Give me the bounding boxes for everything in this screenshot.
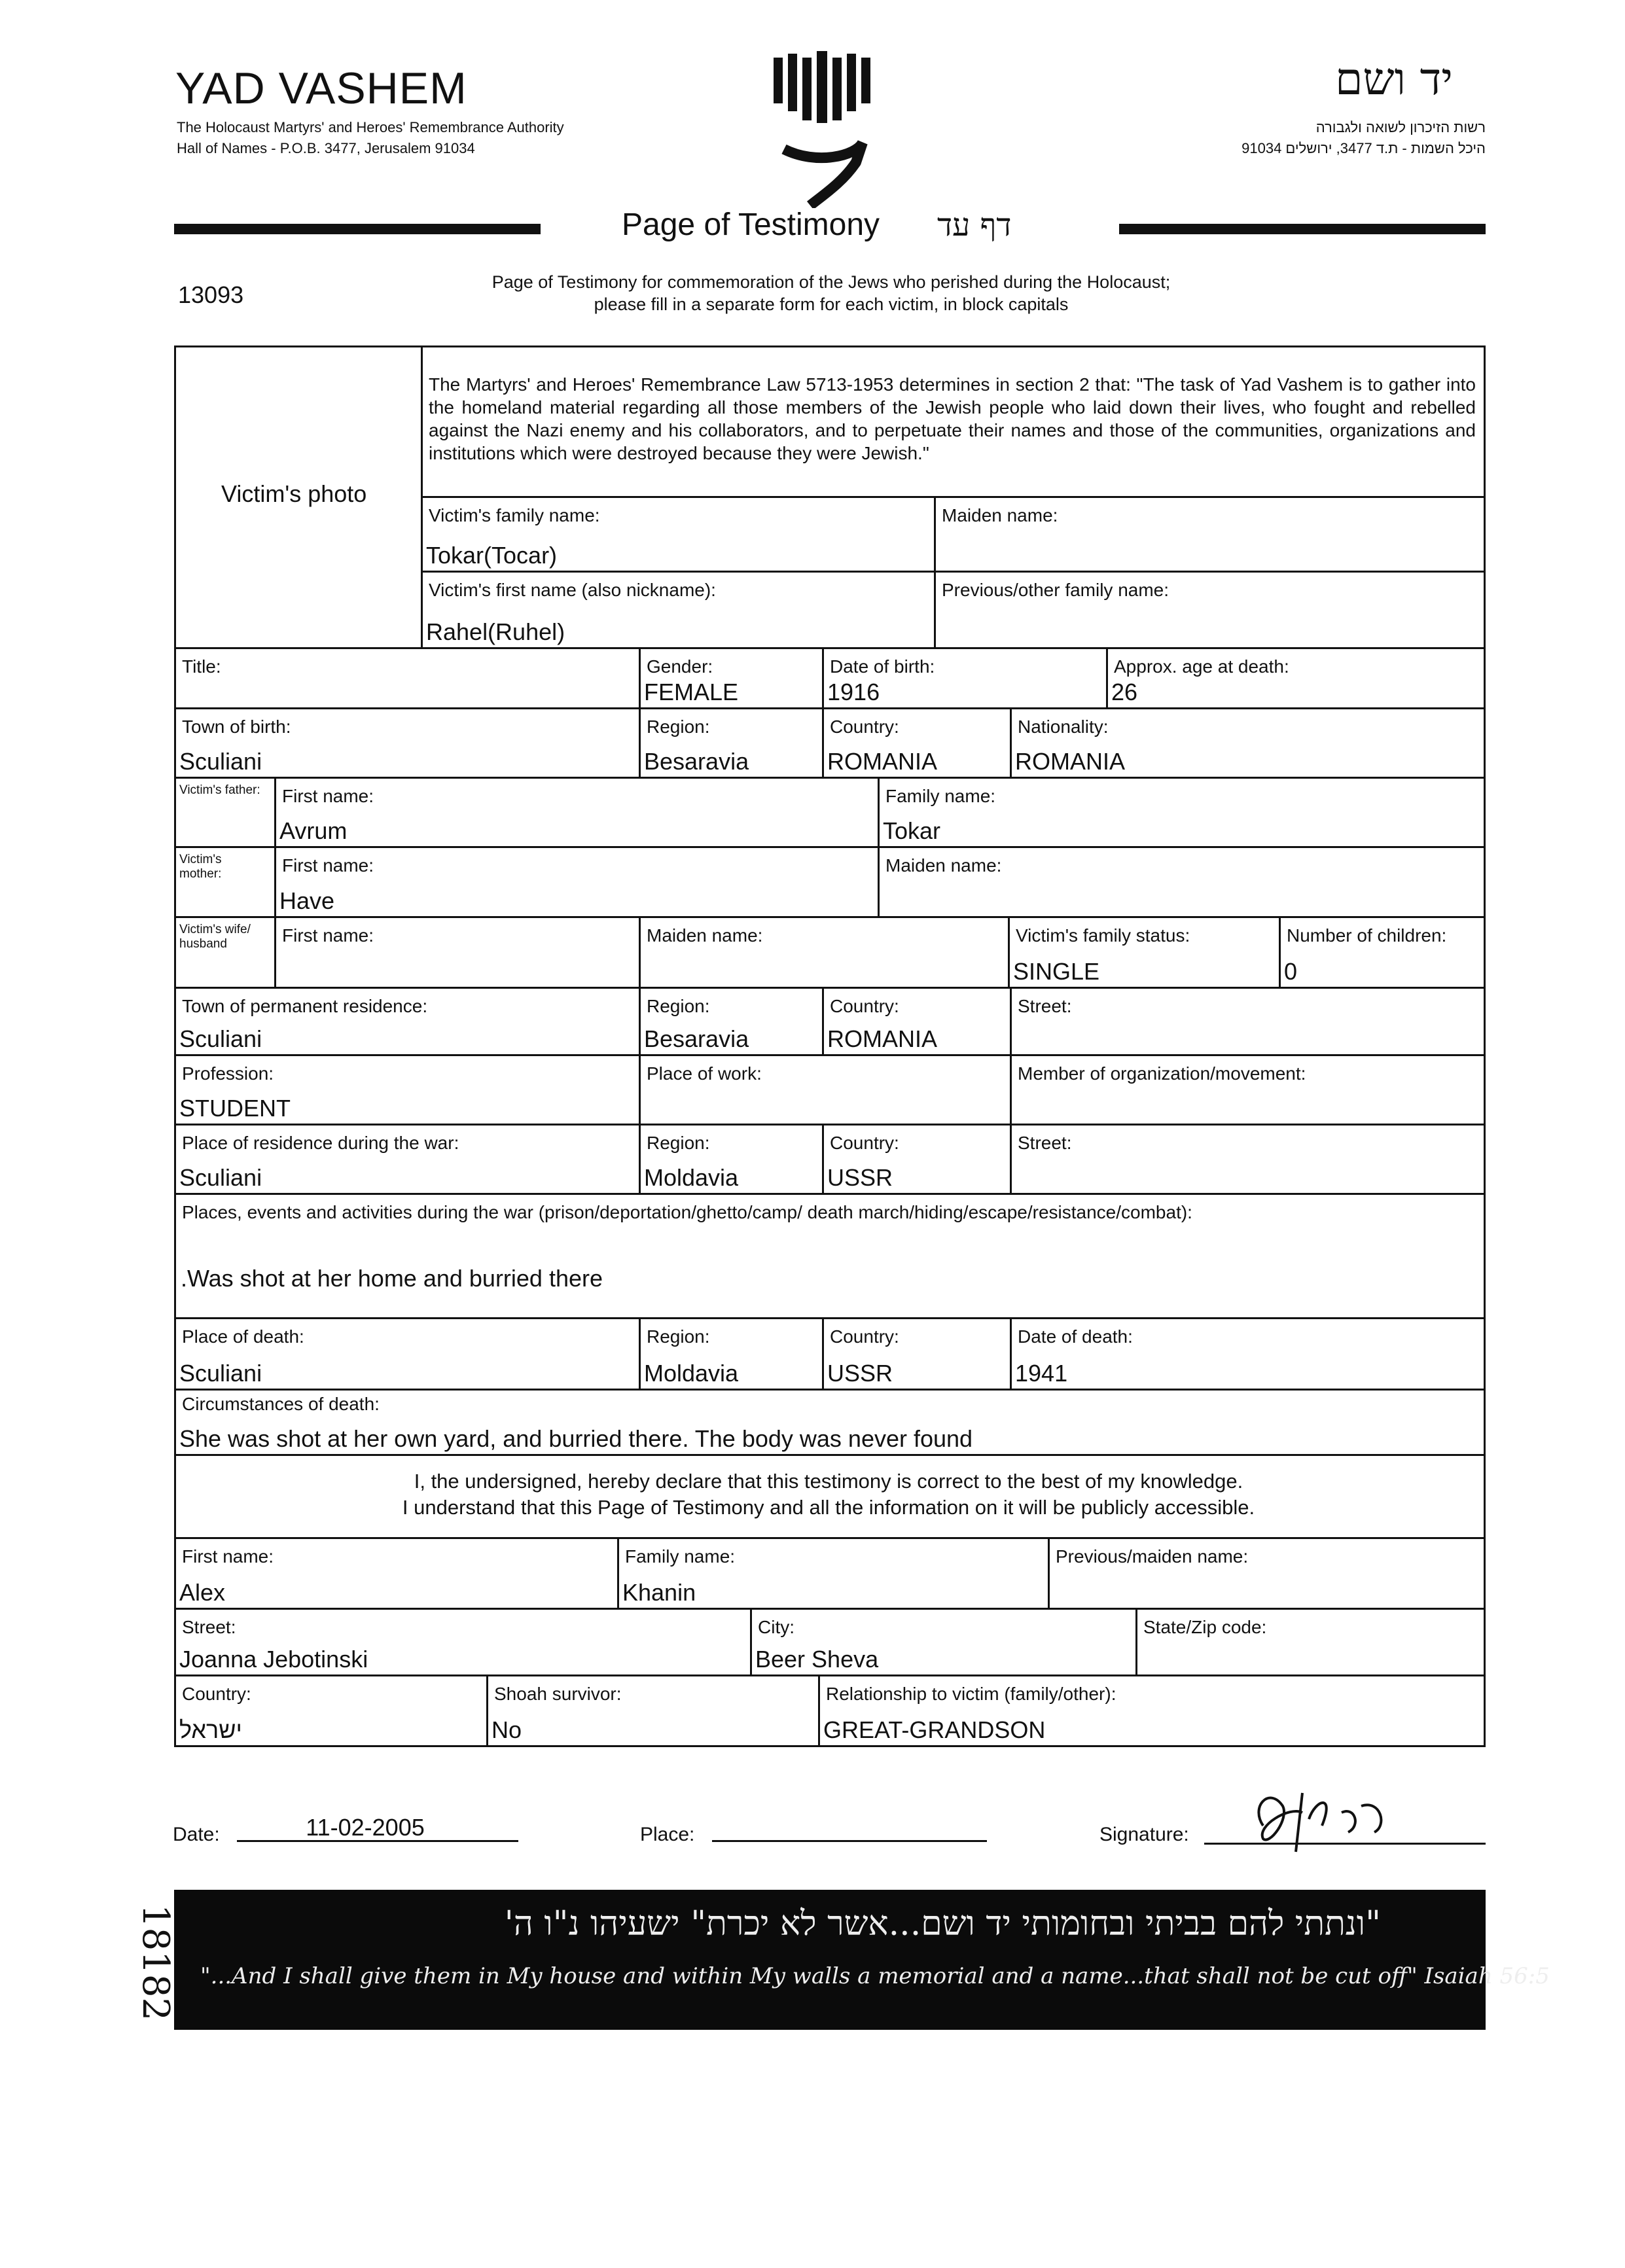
death-region-field[interactable]: Region: Moldavia: [639, 1317, 824, 1391]
submitter-city-field[interactable]: City: Beer Sheva: [750, 1608, 1137, 1676]
title-field[interactable]: Title:: [174, 647, 641, 709]
father-family-name-field[interactable]: Family name: Tokar: [878, 777, 1486, 848]
intro-text: Page of Testimony for commemoration of the Jews who perished during the Holocaust; please fill in a separate form for each victim, in block capitals: [491, 272, 1171, 314]
previous-name-field[interactable]: Previous/other family name:: [934, 571, 1486, 649]
mother-first-name-field[interactable]: First name: Have: [274, 846, 880, 918]
place-label: Place:: [640, 1824, 695, 1845]
org-name-en: YAD VASHEM: [175, 63, 467, 113]
spouse-row-label: Victim's wife/ husband: [174, 916, 276, 989]
war-residence-field[interactable]: Place of residence during the war: Sculiani: [174, 1124, 641, 1195]
submitter-zip-field[interactable]: State/Zip code:: [1135, 1608, 1486, 1676]
law-text-box: The Martyrs' and Heroes' Remembrance Law 5713-1953 determines in section 2 that: "The task of Yad Vashem is to gather into the homeland material regarding all those members of the Jewish people who laid down their lives, who fought and rebelled against the Nazi enemy and his collaborators, and to perpetuate their names and those of the communities, organizations and institutions which were destroyed because they were Jewish.": [421, 346, 1486, 498]
family-status-field[interactable]: Victim's family status: SINGLE: [1008, 916, 1281, 989]
place-of-death-field[interactable]: Place of death: Sculiani: [174, 1317, 641, 1391]
date-of-death-field[interactable]: Date of death: 1941: [1010, 1317, 1486, 1391]
submitter-family-name-field[interactable]: Family name: Khanin: [617, 1537, 1050, 1610]
nationality-field[interactable]: Nationality: ROMANIA: [1010, 707, 1486, 779]
authority-en: The Holocaust Martyrs' and Heroes' Remembrance Authority: [177, 119, 564, 135]
gender-field[interactable]: Gender: FEMALE: [639, 647, 824, 709]
org-name-he: יד ושם: [1335, 54, 1454, 105]
war-street-field[interactable]: Street:: [1010, 1124, 1486, 1195]
submitter-first-name-field[interactable]: First name: Alex: [174, 1537, 619, 1610]
date-label: Date:: [173, 1824, 220, 1845]
place-field[interactable]: [712, 1840, 987, 1842]
menorah-logo-icon: [771, 51, 882, 208]
profession-field[interactable]: Profession: STUDENT: [174, 1054, 641, 1125]
address-en: Hall of Names - P.O.B. 3477, Jerusalem 91034: [177, 140, 475, 156]
residence-town-field[interactable]: Town of permanent residence: Sculiani: [174, 987, 641, 1056]
form-number: 13093: [178, 281, 244, 308]
residence-region-field[interactable]: Region: Besaravia: [639, 987, 824, 1056]
submitter-street-field[interactable]: Street: Joanna Jebotinski: [174, 1608, 752, 1676]
margin-number: 18182: [134, 1904, 177, 2021]
maiden-name-field[interactable]: Maiden name:: [934, 496, 1486, 573]
title-rule-right: [1119, 224, 1486, 234]
town-of-birth-field[interactable]: Town of birth: Sculiani: [174, 707, 641, 779]
war-country-field[interactable]: Country: USSR: [822, 1124, 1012, 1195]
residence-street-field[interactable]: Street:: [1010, 987, 1486, 1056]
mother-row-label: Victim's mother:: [174, 846, 276, 918]
quote-band: "ונתתי להם בביתי ובחומותי יד ושם...אשר לא יכרת" ישעיהו נ"ו ה' "...And I shall give them in My house and within My walls a memorial and a name...that shall not be cut off" Isaiah 56:5: [174, 1890, 1486, 2030]
authority-he: רשות הזיכרון לשואה ולגבורה: [1315, 119, 1486, 135]
declaration-box: I, the undersigned, hereby declare that this testimony is correct to the best of my knowledge. I understand that this Page of Testimony and all the information on it will be publicly accessible.: [174, 1454, 1486, 1539]
relationship-field[interactable]: Relationship to victim (family/other): GREAT-GRANDSON: [818, 1674, 1486, 1747]
children-count-field[interactable]: Number of children: 0: [1279, 916, 1486, 989]
shoah-survivor-field[interactable]: Shoah survivor: No: [486, 1674, 820, 1747]
father-row-label: Victim's father:: [174, 777, 276, 848]
birth-region-field[interactable]: Region: Besaravia: [639, 707, 824, 779]
address-he: היכל השמות - ת.ד 3477, ירושלים 91034: [1241, 140, 1486, 156]
place-of-work-field[interactable]: Place of work:: [639, 1054, 1012, 1125]
war-region-field[interactable]: Region: Moldavia: [639, 1124, 824, 1195]
organization-field[interactable]: Member of organization/movement:: [1010, 1054, 1486, 1125]
page-title-he: דף עד: [937, 207, 1012, 243]
title-rule-left: [174, 224, 541, 234]
family-name-field[interactable]: Victim's family name: Tokar(Tocar): [421, 496, 936, 573]
spouse-maiden-name-field[interactable]: Maiden name:: [639, 916, 1010, 989]
date-field[interactable]: 11-02-2005: [237, 1840, 518, 1842]
mother-maiden-name-field[interactable]: Maiden name:: [878, 846, 1486, 918]
birth-country-field[interactable]: Country: ROMANIA: [822, 707, 1012, 779]
father-first-name-field[interactable]: First name: Avrum: [274, 777, 880, 848]
death-circumstances-field[interactable]: Circumstances of death: She was shot at her own yard, and burried there. The body was never found: [174, 1389, 1486, 1456]
victim-photo-box: Victim's photo: [174, 346, 423, 649]
age-field[interactable]: Approx. age at death: 26: [1106, 647, 1486, 709]
page-title: Page of Testimony: [622, 207, 880, 242]
signature-label: Signature:: [1099, 1824, 1189, 1845]
war-events-field[interactable]: Places, events and activities during the war (prison/deportation/ghetto/camp/ death march/hiding/escape/resistance/combat): .Was shot at her home and burried there: [174, 1193, 1486, 1319]
submitter-previous-name-field[interactable]: Previous/maiden name:: [1048, 1537, 1486, 1610]
spouse-first-name-field[interactable]: First name:: [274, 916, 641, 989]
first-name-field[interactable]: Victim's first name (also nickname): Rahel(Ruhel): [421, 571, 936, 649]
signature-mark: [1243, 1780, 1414, 1858]
dob-field[interactable]: Date of birth: 1916: [822, 647, 1108, 709]
residence-country-field[interactable]: Country: ROMANIA: [822, 987, 1012, 1056]
death-country-field[interactable]: Country: USSR: [822, 1317, 1012, 1391]
submitter-country-field[interactable]: Country: ישראל: [174, 1674, 488, 1747]
